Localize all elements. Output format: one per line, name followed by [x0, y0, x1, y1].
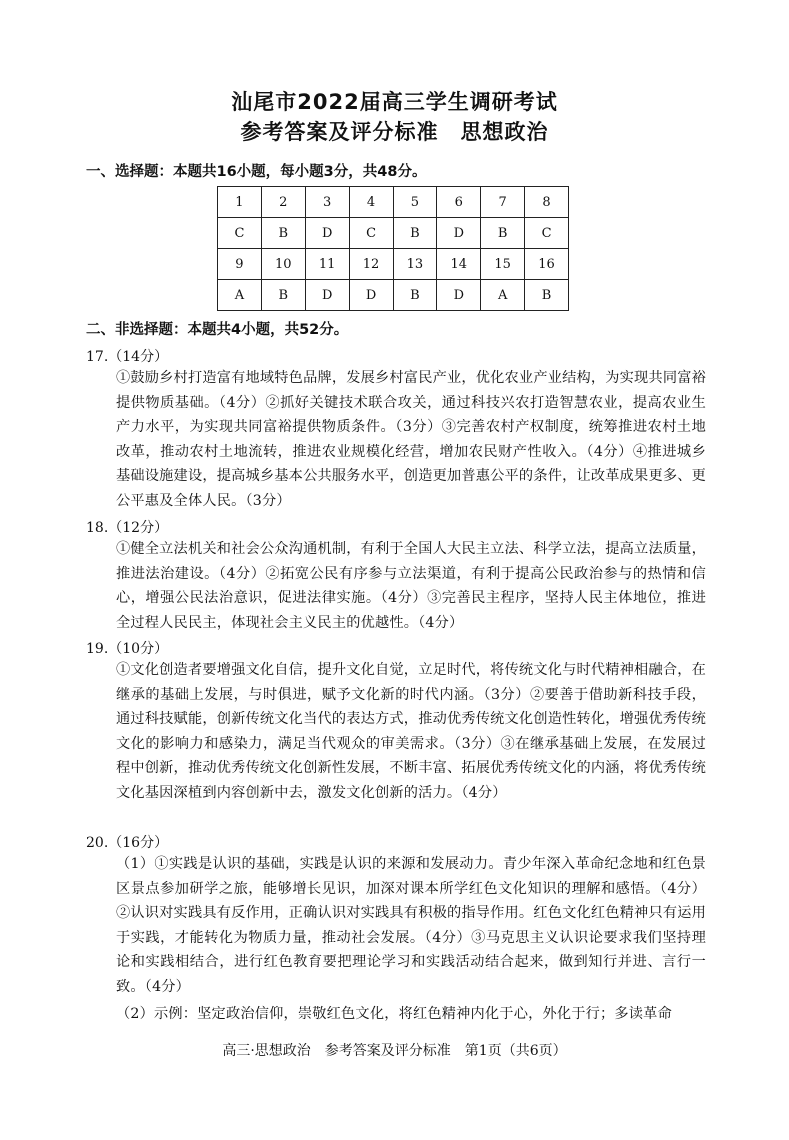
answer-table-cell: C	[218, 218, 262, 249]
answer-table-cell: B	[393, 280, 437, 311]
answer-table-cell: D	[305, 218, 349, 249]
answer-table-cell: 8	[525, 187, 569, 218]
answer-table-cell: 13	[393, 249, 437, 280]
answer-table-cell: 11	[305, 249, 349, 280]
section1-heading: 一、选择题：本题共16小题，每小题3分，共48分。	[86, 164, 427, 180]
question-17-label: 17.（14分）	[86, 349, 169, 365]
answer-table-cell: C	[525, 218, 569, 249]
question-17-answer: ①鼓励乡村打造富有地域特色品牌，发展乡村富民产业，优化农业产业结构，为实现共同富裕提供物质基础。（4分）②抓好关键技术联合攻关，通过科技兴农打造智慧农业，提高农业生产力水平，为实现共同富裕提供物质条件。（3分）③完善农村产权制度，统筹推进农村土地改革，推动农村土地流转，推进农业规模化经营，增加农民财产性收入。（4分）④推进城乡基础设施建设，提高城乡基本公共服务水平，创造更加普惠公平的条件，让改革成果更多、更公平惠及全体人民。（3分）	[116, 370, 706, 509]
answer-table-cell: B	[261, 218, 305, 249]
answer-table-cell: 7	[481, 187, 525, 218]
question-20-part2: （2）示例：坚定政治信仰，崇敬红色文化，将红色精神内化于心，外化于行；多读革命	[116, 1006, 672, 1022]
answer-table-cell: D	[305, 280, 349, 311]
answer-table-cell: 6	[437, 187, 481, 218]
document-subtitle: 参考答案及评分标准 思想政治	[240, 120, 549, 144]
answer-table-row	[218, 218, 569, 249]
answer-table-cell: 14	[437, 249, 481, 280]
answer-table-cell: 10	[261, 249, 305, 280]
answer-table-cell: 2	[261, 187, 305, 218]
answer-table-cell: 12	[349, 249, 393, 280]
question-19-label: 19.（10分）	[86, 641, 169, 657]
answer-table-cell: D	[349, 280, 393, 311]
answer-table-cell: 4	[349, 187, 393, 218]
answer-table-cell: B	[525, 280, 569, 311]
question-18-answer: ①健全立法机关和社会公众沟通机制，有利于全国人大民主立法、科学立法，提高立法质量，推进法治建设。（4分）②拓宽公民有序参与立法渠道，有利于提高公民政治参与的热情和信心，增强公民法治意识，促进法律实施。（4分）③完善民主程序，坚持人民主体地位，推进全过程人民民主，体现社会主义民主的优越性。（4分）	[116, 541, 706, 631]
page-footer: 高三·思想政治 参考答案及评分标准 第1页（共6页）	[222, 1043, 567, 1059]
question-20-part1: （1）①实践是认识的基础，实践是认识的来源和发展动力。青少年深入革命纪念地和红色景区景点参加研学之旅，能够增长见识，加深对课本所学红色文化知识的理解和感悟。（4分）②认识对实践具有反作用，正确认识对实践具有积极的指导作用。红色文化红色精神只有运用于实践，才能转化为物质力量，推动社会发展。（4分）③马克思主义认识论要求我们坚持理论和实践相结合，进行红色教育要把理论学习和实践活动结合起来，做到知行并进、言行一致。（4分）	[116, 856, 706, 995]
question-20-label: 20.（16分）	[86, 835, 169, 851]
question-18-label: 18.（12分）	[86, 520, 169, 536]
answer-table-cell: A	[218, 280, 262, 311]
answer-table-cell: D	[437, 218, 481, 249]
answer-table-cell: 9	[218, 249, 262, 280]
answer-table-cell: B	[481, 218, 525, 249]
question-19-answer: ①文化创造者要增强文化自信，提升文化自觉，立足时代，将传统文化与时代精神相融合，在继承的基础上发展，与时俱进，赋予文化新的时代内涵。（3分）②要善于借助新科技手段，通过科技赋能，创新传统文化当代的表达方式，推动优秀传统文化创造性转化，增强优秀传统文化的影响力和感染力，满足当代观众的审美需求。（3分）③在继承基础上发展，在发展过程中创新，推动优秀传统文化创新性发展，不断丰富、拓展优秀传统文化的内涵，将优秀传统文化基因深植到内容创新中去，激发文化创新的活力。（4分）	[116, 662, 706, 801]
answer-table-cell: A	[481, 280, 525, 311]
answer-table-cell: 3	[305, 187, 349, 218]
answer-table-cell: B	[393, 218, 437, 249]
answer-table-cell: 15	[481, 249, 525, 280]
answer-table-cell: 16	[525, 249, 569, 280]
answer-table-cell: 1	[218, 187, 262, 218]
answer-table-row	[218, 249, 569, 280]
answer-table-cell: D	[437, 280, 481, 311]
answer-table-cell: C	[349, 218, 393, 249]
section2-heading: 二、非选择题：本题共4小题，共52分。	[86, 322, 349, 338]
answer-table-cell: 5	[393, 187, 437, 218]
answer-table	[217, 186, 569, 311]
document-title: 汕尾市2022届高三学生调研考试	[231, 90, 558, 114]
answer-table-row	[218, 280, 569, 311]
answer-table-cell: B	[261, 280, 305, 311]
answer-table-row	[218, 187, 569, 218]
